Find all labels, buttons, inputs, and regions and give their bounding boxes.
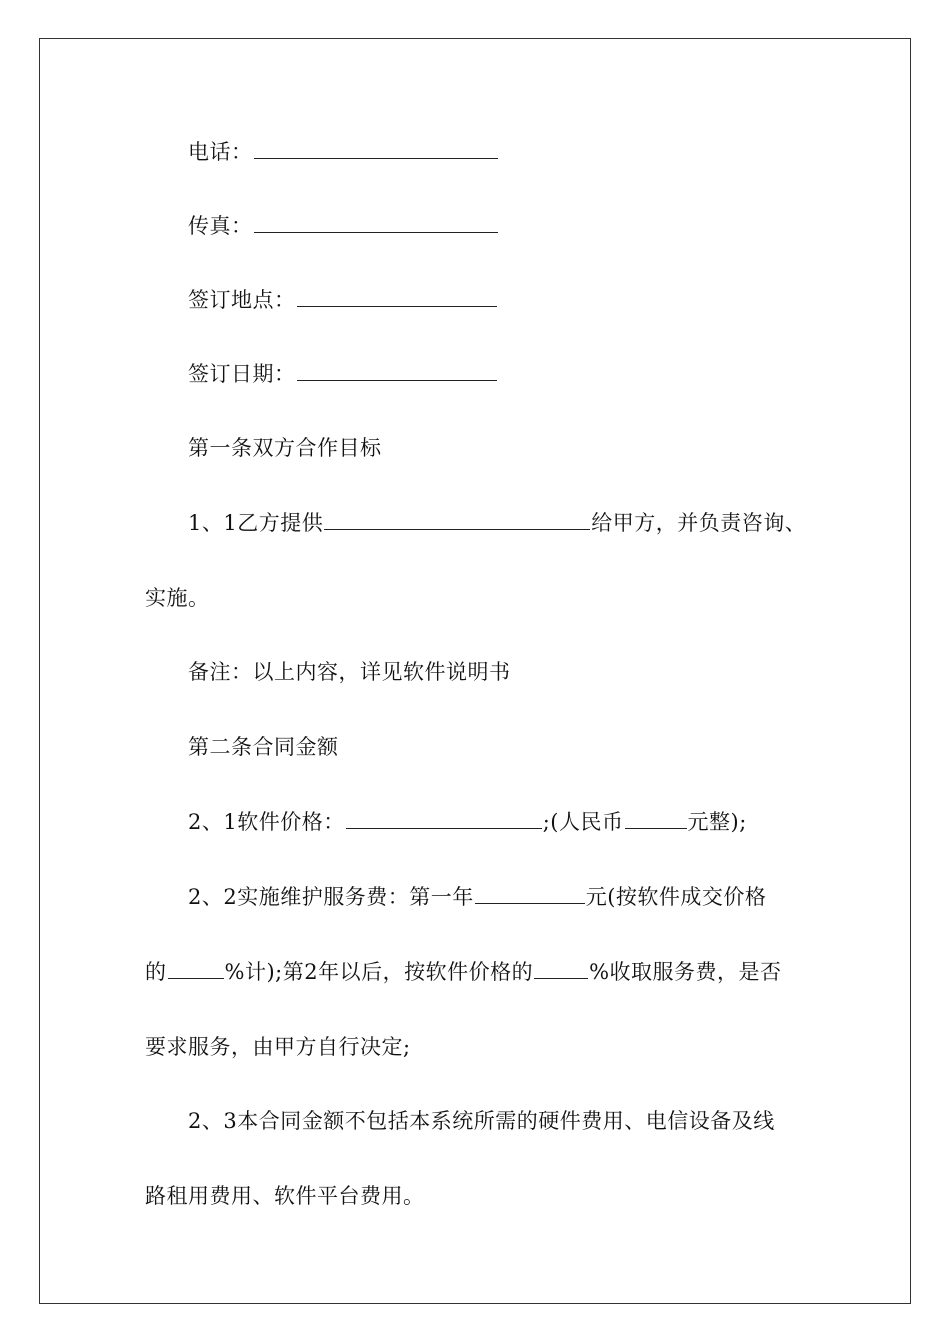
clause-2-3-line2: 路租用费用、软件平台费用。 <box>145 1184 425 1208</box>
article1-title: 第一条双方合作目标 <box>188 436 382 460</box>
sign-place-line <box>188 286 498 314</box>
clause-2-2-text-c: 的 <box>145 960 167 984</box>
clause-2-3-line1: 2、3本合同金额不包括本系统所需的硬件费用、电信设备及线 <box>188 1109 775 1133</box>
sign-place-label: 签订地点： <box>188 288 296 312</box>
clause-2-2-fee-blank <box>475 883 585 904</box>
clause-2-2-pct2-blank <box>534 958 588 979</box>
clause-2-2-text-d: %计);第2年以后，按软件价格的 <box>224 960 534 984</box>
clause-2-1-text-c: 元整); <box>687 810 747 834</box>
clause-2-1-line <box>188 808 747 836</box>
clause-1-1-blank <box>324 509 590 530</box>
clause-2-2-text-e: %收取服务费，是否 <box>589 960 782 984</box>
clause-1-1-line1 <box>188 509 806 537</box>
fax-line <box>188 212 499 240</box>
sign-date-label: 签订日期： <box>188 362 296 386</box>
phone-label: 电话： <box>188 140 253 164</box>
clause-1-1-text-a: 1、1乙方提供 <box>188 511 324 535</box>
clause-2-2-text-a: 2、2实施维护服务费：第一年 <box>188 885 474 909</box>
sign-date-line <box>188 360 498 388</box>
clause-1-1-line2: 实施。 <box>145 586 210 610</box>
clause-2-1-text-a: 2、1软件价格： <box>188 810 345 834</box>
clause-2-2-line1 <box>188 883 766 911</box>
clause-2-1-rmb-blank <box>625 808 687 829</box>
article1-note: 备注：以上内容，详见软件说明书 <box>188 660 511 684</box>
clause-2-2-line2 <box>145 958 782 986</box>
clause-2-2-text-b: 元(按软件成交价格 <box>585 885 767 909</box>
clause-2-1-price-blank <box>346 808 542 829</box>
sign-date-blank <box>297 360 497 381</box>
clause-1-1-text-b: 给甲方，并负责咨询、 <box>591 511 807 535</box>
clause-2-2-line3: 要求服务，由甲方自行决定; <box>145 1035 411 1059</box>
phone-blank <box>254 138 498 159</box>
sign-place-blank <box>297 286 497 307</box>
clause-2-2-pct1-blank <box>168 958 224 979</box>
fax-blank <box>254 212 498 233</box>
clause-2-1-text-b: ;(人民币 <box>542 810 624 834</box>
fax-label: 传真： <box>188 214 253 238</box>
phone-line <box>188 138 499 166</box>
article2-title: 第二条合同金额 <box>188 735 339 759</box>
